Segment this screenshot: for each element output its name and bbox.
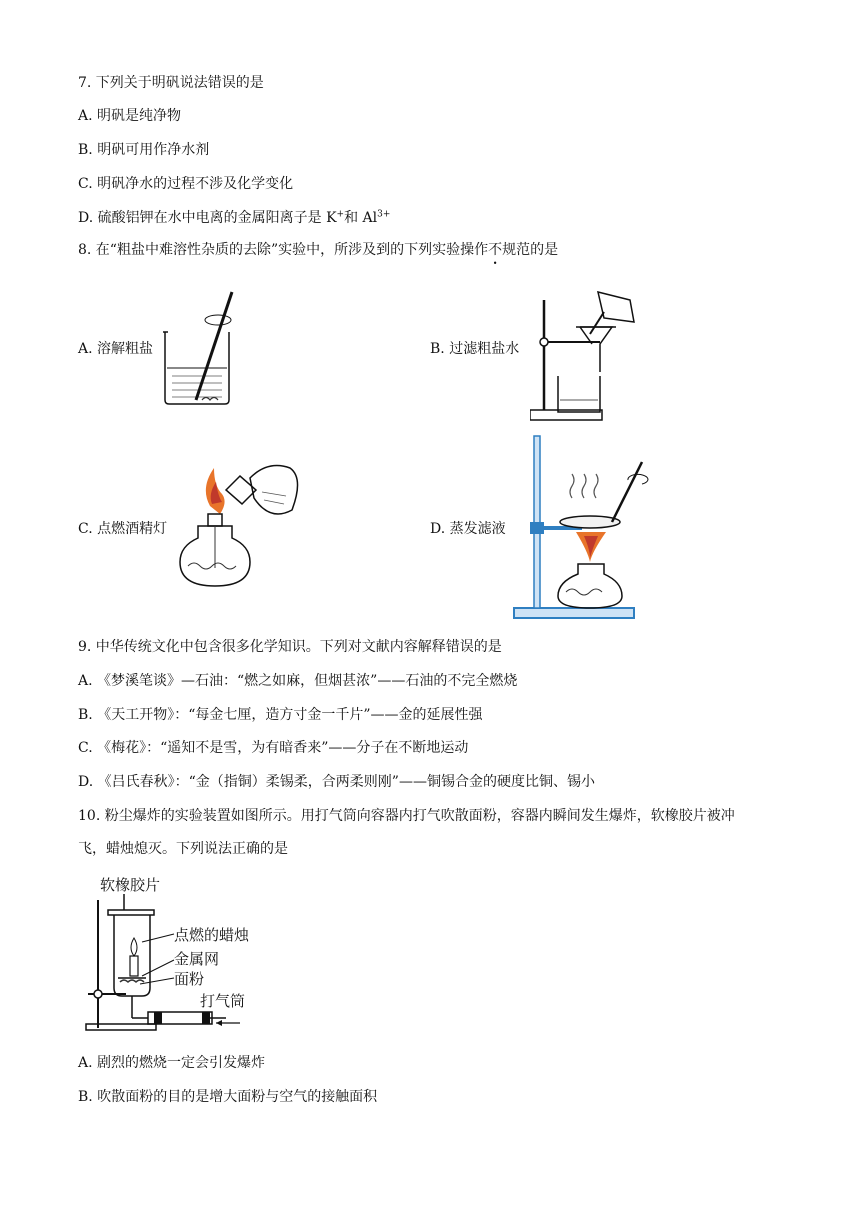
q8-option-d: D. 蒸发滤液 bbox=[430, 521, 506, 537]
q10-stem-line2: 飞，蜡烛熄灭。下列说法正确的是 bbox=[78, 841, 288, 857]
dissolve-beaker-figure bbox=[160, 290, 240, 405]
q9-option-a: A. 《梦溪笔谈》—石油：“燃之如麻，但烟甚浓”——石油的不完全燃烧 bbox=[78, 673, 518, 689]
q8-stem-pre: 8. 在“粗盐中难溶性杂质的去除”实验中，所涉及到的下列实验操作 bbox=[78, 242, 489, 258]
q10-stem-line1: 10. 粉尘爆炸的实验装置如图所示。用打气筒向容器内打气吹散面粉，容器内瞬间发生爆炸，软橡胶片被冲 bbox=[78, 808, 735, 824]
q7-option-d-text: D. 硫酸铝钾在水中电离的金属阳离子是 K bbox=[78, 210, 337, 226]
q9-stem: 9. 中华传统文化中包含很多化学知识。下列对文献内容解释错误的是 bbox=[78, 639, 502, 655]
q9-option-c: C. 《梅花》：“遥知不是雪，为有暗香来”——分子在不断地运动 bbox=[78, 740, 469, 756]
dust-explosion-figure bbox=[80, 872, 280, 1032]
q8-option-a: A. 溶解粗盐 bbox=[78, 341, 154, 357]
label-flour: 面粉 bbox=[174, 970, 205, 988]
q8-option-c: C. 点燃酒精灯 bbox=[78, 521, 168, 537]
q10-option-a: A. 剧烈的燃烧一定会引发爆炸 bbox=[78, 1055, 266, 1071]
q7-option-d-mid: 和 Al bbox=[344, 210, 378, 226]
superscript-k: + bbox=[336, 209, 345, 220]
q9-option-d: D. 《吕氏春秋》：“金（指铜）柔锡柔，合两柔则刚”——铜锡合金的硬度比铜、锡小 bbox=[78, 774, 595, 790]
q8-stem-post: 规范的是 bbox=[502, 242, 559, 258]
q7-stem: 7. 下列关于明矾说法错误的是 bbox=[78, 75, 264, 91]
q8-option-b: B. 过滤粗盐水 bbox=[430, 341, 520, 357]
filter-apparatus-figure bbox=[530, 282, 642, 424]
label-air-pump: 打气筒 bbox=[200, 992, 246, 1010]
q8-stem bbox=[78, 240, 558, 260]
label-metal-mesh: 金属网 bbox=[174, 950, 220, 968]
q9-option-b: B. 《天工开物》：“每金七厘，造方寸金一千片”——金的延展性强 bbox=[78, 707, 483, 723]
q7-option-c: C. 明矾净水的过程不涉及化学变化 bbox=[78, 176, 294, 192]
evaporation-apparatus-figure bbox=[512, 432, 652, 622]
q7-option-a: A. 明矾是纯净物 bbox=[78, 108, 182, 124]
q7-option-b: B. 明矾可用作净水剂 bbox=[78, 142, 210, 158]
label-rubber-sheet: 软橡胶片 bbox=[100, 876, 161, 894]
q8-stem-emphasis: 不 bbox=[488, 242, 503, 258]
q7-option-d bbox=[78, 208, 390, 228]
label-lit-candle: 点燃的蜡烛 bbox=[174, 926, 250, 944]
q10-option-b: B. 吹散面粉的目的是增大面粉与空气的接触面积 bbox=[78, 1089, 378, 1105]
superscript-al: 3+ bbox=[377, 209, 391, 220]
lighting-lamp-figure bbox=[170, 458, 310, 598]
